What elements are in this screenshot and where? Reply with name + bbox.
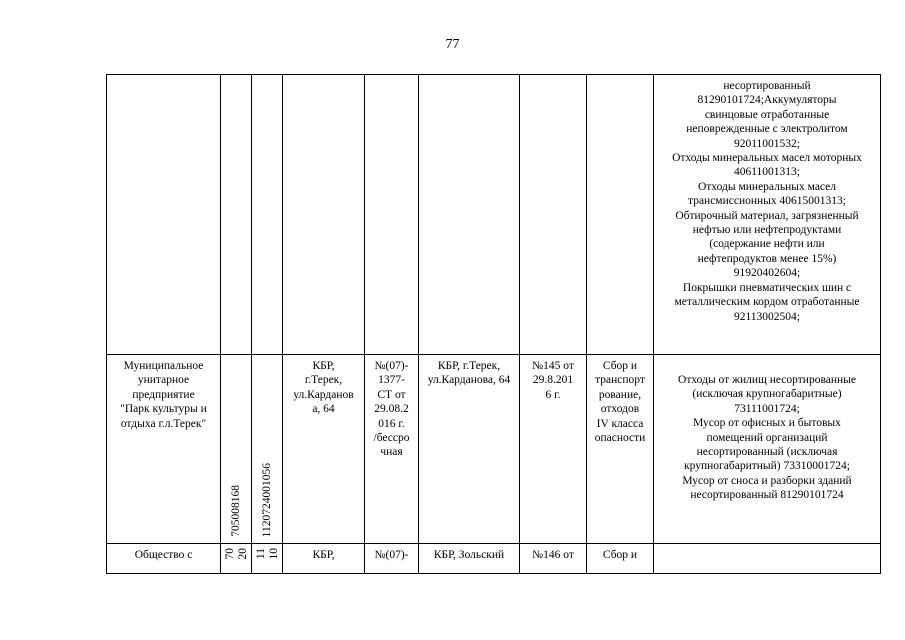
legal-address-line: а, 64: [312, 403, 335, 416]
waste-line: крупногабаритный) 73310001724;: [684, 460, 850, 473]
waste-line: неповрежденные с электролитом: [686, 123, 848, 136]
legal-address-line: КБР,: [312, 360, 335, 372]
org-name-line: предприятие: [132, 388, 195, 401]
waste-line: 92113002504;: [733, 310, 801, 323]
org-name-line: Муниципальное: [123, 360, 204, 372]
activity-type-cell: [587, 544, 654, 574]
ogrn-fragment: 11: [254, 548, 267, 560]
waste-line: металлическим кордом отработанные: [674, 296, 860, 309]
table-row: [107, 75, 881, 355]
legal-address-line: ул.Карданов: [293, 388, 354, 401]
org-name-cell: [107, 544, 221, 574]
waste-line: Обтирочный материал, загрязненный: [675, 209, 859, 222]
waste-list-cell: [654, 355, 881, 544]
ogrn-cell: [252, 355, 283, 544]
legal-address-line: г.Терек,: [304, 374, 343, 387]
order-cell: [520, 75, 587, 355]
activity-address-cell: [419, 355, 520, 544]
org-name-line: унитарное: [137, 374, 190, 387]
order-line: №146 от: [532, 549, 574, 561]
activity-type-cell: [587, 75, 654, 355]
waste-line: свинцовые отработанные: [704, 108, 830, 121]
waste-line: несортированный (исключая: [696, 446, 838, 459]
license-line: /бессро: [373, 432, 410, 445]
activity-line: Сбор и: [602, 549, 638, 561]
ogrn-value: 1120724001056: [260, 462, 273, 537]
table-row: [107, 355, 881, 544]
waste-line: Отходы минеральных масел моторных: [672, 152, 862, 165]
waste-line: нефтью или нефтепродуктами: [692, 224, 842, 237]
license-line: №(07)-: [374, 549, 409, 561]
table-row: [107, 544, 881, 574]
waste-line: 91920402604;: [733, 267, 801, 280]
waste-line: трансмиссионных 40615001313;: [688, 195, 846, 208]
inn-value: 705008168: [229, 485, 242, 537]
activity-type-cell: [587, 355, 654, 544]
activity-line: отходов: [600, 403, 640, 416]
waste-line: 81290101724;Аккумуляторы: [697, 94, 837, 107]
waste-line: 40611001313;: [733, 166, 801, 179]
waste-line: 73111001724;: [734, 402, 800, 415]
org-name-line: отдыха г.л.Терек": [120, 417, 207, 430]
activity-line: транспорт: [595, 374, 645, 387]
inn-fragment-2: 20: [236, 548, 249, 560]
activity-address-cell: [419, 75, 520, 355]
order-cell: [520, 544, 587, 574]
page-number: 77: [445, 37, 460, 52]
inn-cell: [221, 75, 252, 355]
org-name-cell: [107, 355, 221, 544]
waste-line: (исключая крупногабаритные): [692, 388, 842, 401]
inn-fragment: 70: [223, 548, 236, 560]
license-line: чная: [380, 446, 403, 459]
legal-address-cell: [283, 355, 365, 544]
waste-license-registry-table: [106, 74, 881, 574]
waste-line: Покрышки пневматических шин с: [682, 281, 852, 294]
ogrn-cell: [252, 75, 283, 355]
waste-list-cell: [654, 75, 881, 355]
order-line: №145 от: [532, 360, 574, 372]
inn-cell: [221, 544, 252, 574]
activity-line: опасности: [594, 432, 646, 445]
ogrn-fragment-2: 10: [267, 548, 280, 560]
waste-line: Отходы от жилищ несортированные: [678, 374, 856, 386]
license-line: 1377-: [378, 374, 405, 387]
license-cell: [365, 75, 419, 355]
org-name-line: Общество с: [134, 549, 193, 561]
waste-line: нефтепродуктов менее 15%): [697, 252, 837, 265]
waste-line: 92011001532;: [733, 137, 801, 150]
activity-line: IV класса: [596, 417, 644, 430]
ogrn-cell: [252, 544, 283, 574]
activity-address-cell: [419, 544, 520, 574]
waste-line: помещений организаций: [706, 431, 828, 444]
order-line: 6 г.: [545, 388, 561, 401]
license-line: СТ от: [377, 388, 406, 401]
inn-cell: [221, 355, 252, 544]
org-name-line: "Парк культуры и: [120, 403, 207, 416]
legal-address-line: КБР,: [312, 549, 335, 561]
activity-line: Сбор и: [602, 360, 638, 372]
legal-address-cell: [283, 544, 365, 574]
waste-line: несортированный: [723, 80, 811, 92]
activity-address-line: КБР, Зольский: [433, 549, 505, 561]
license-line: 016 г.: [378, 417, 405, 430]
license-cell: [365, 355, 419, 544]
waste-line: несортированный 81290101724: [690, 489, 844, 502]
activity-line: рование,: [598, 388, 642, 401]
order-cell: [520, 355, 587, 544]
activity-address-line: ул.Карданова, 64: [427, 374, 511, 387]
waste-line: Мусор от сноса и разборки зданий: [682, 474, 852, 487]
waste-line: (содержание нефти или: [709, 238, 825, 251]
activity-address-line: КБР, г.Терек,: [437, 360, 501, 372]
license-line: 29.08.2: [374, 403, 409, 416]
license-line: №(07)-: [374, 360, 409, 372]
order-line: 29.8.201: [532, 374, 574, 387]
waste-line: Мусор от офисных и бытовых: [693, 417, 841, 430]
license-cell: [365, 544, 419, 574]
org-name-cell: [107, 75, 221, 355]
waste-line: Отходы минеральных масел: [697, 180, 837, 193]
waste-list-cell: [654, 544, 881, 574]
legal-address-cell: [283, 75, 365, 355]
